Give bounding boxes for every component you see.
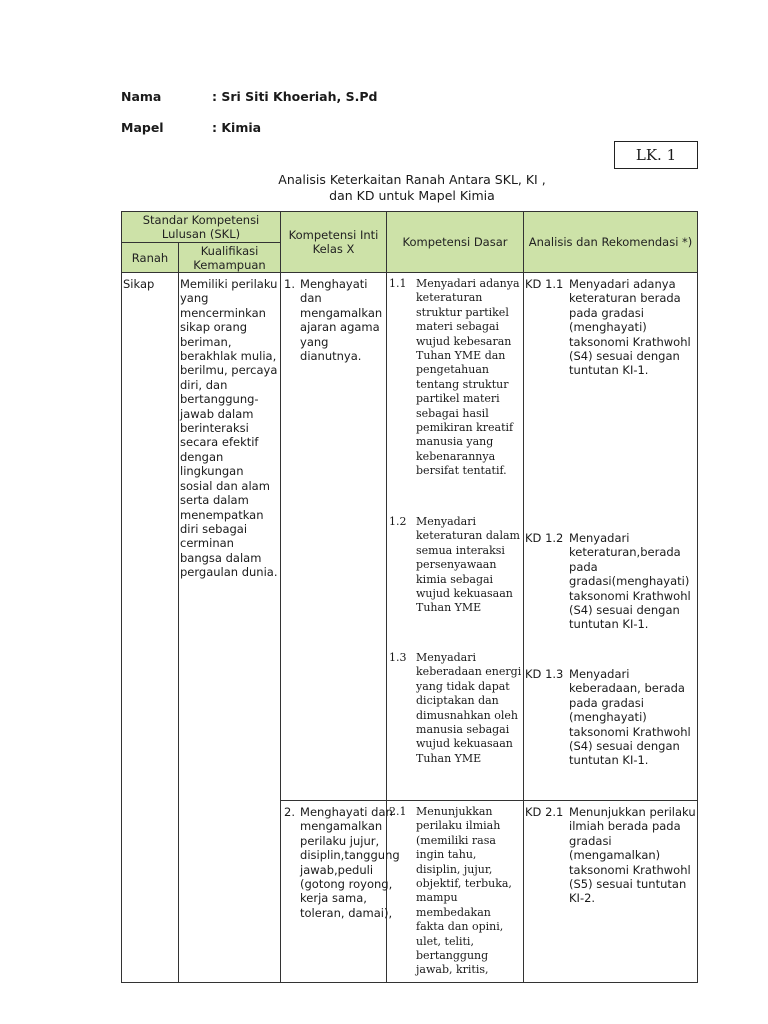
- kd-1-3-text: Menyadari keberadaan energi yang tidak dapat diciptakan dan dimusnahkan oleh manusia sebagai wujud kekuasaan Tuhan YME: [416, 651, 522, 765]
- ki-2-number: 2.: [284, 805, 295, 819]
- analisis-2-1-text: Menunjukkan perilaku ilmiah berada pada gradasi (mengamalkan) taksonomi Krathwohl (S5) sesuai tuntutan KI-2.: [569, 805, 696, 906]
- analisis-item-1-3: [525, 667, 697, 768]
- kd-1-3-number: 1.3: [389, 651, 407, 664]
- title-line-2: dan KD untuk Mapel Kimia: [329, 188, 495, 203]
- kd-1-2-text: Menyadari keteraturan dalam semua interaksi persenyawaan kimia sebagai wujud kekuasaan Tuhan YME: [416, 515, 520, 615]
- kd-2-1-number: 2.1: [389, 805, 407, 818]
- ki-1-text: Menghayati dan mengamalkan ajaran agama yang dianutnya.: [300, 277, 383, 364]
- ki-2-text: Menghayati dan mengamalkan perilaku jujur, disiplin,tanggung jawab,peduli (gotong royong, kerja sama, toleran, damai),: [300, 805, 400, 920]
- document-title: [200, 172, 624, 204]
- nama-value: : Sri Siti Khoeriah, S.Pd: [212, 89, 378, 104]
- mapel-value: : Kimia: [212, 120, 262, 135]
- analisis-1-1-number: KD 1.1: [525, 277, 564, 291]
- kd-1-1-text: Menyadari adanya keteraturan struktur partikel materi sebagai wujud kebesaran Tuhan YME dan pengetahuan tentang struktur partikel materi sebagai hasil pemikiran kreatif manusia yang kebenarannya bersifat tentatif.: [416, 277, 520, 478]
- title-line-1: Analisis Keterkaitan Ranah Antara SKL, KI ,: [278, 172, 546, 187]
- kd-item-1-1: [389, 277, 522, 515]
- kualifikasi-text: Memiliki perilaku yang mencerminkan sikap orang beriman, berakhlak mulia, berilmu, percaya diri, dan bertanggung-jawab dalam berinteraksi secara efektif dengan lingkungan sosial dan alam serta dalam menempatkan diri sebagai cerminan bangsa dalam pergaulan dunia.: [180, 277, 278, 580]
- analisis-1-3-text: Menyadari keberadaan, berada pada gradasi (menghayati) taksonomi Krathwohl (S4) sesuai dengan tuntutan KI-1.: [569, 667, 691, 768]
- cell-kd-2: [387, 801, 524, 983]
- ki-1-number: 1.: [284, 277, 295, 291]
- mapel-label: Mapel: [121, 120, 164, 135]
- lk-label: LK. 1: [635, 146, 677, 164]
- nama-label: Nama: [121, 89, 162, 104]
- kd-1-1-number: 1.1: [389, 277, 407, 290]
- cell-kd-1: [387, 273, 524, 801]
- kd-item-2-1: [389, 805, 522, 978]
- cell-ranah: [122, 273, 179, 983]
- lk-label-box: [614, 141, 698, 169]
- kd-2-1-text: Menunjukkan perilaku ilmiah (memiliki rasa ingin tahu, disiplin, jujur, objektif, terbuka, mampu membedakan fakta dan opini, ulet, teliti, bertanggung jawab, kritis,: [416, 805, 512, 977]
- analisis-1-1-text: Menyadari adanya keteraturan berada pada gradasi (menghayati) taksonomi Krathwohl (S4) sesuai dengan tuntutan KI-1.: [569, 277, 691, 378]
- cell-kualifikasi: [179, 273, 281, 983]
- analisis-1-2-text: Menyadari keteraturan,berada pada gradasi(menghayati) taksonomi Krathwohl (S4) sesuai dengan tuntutan KI-1.: [569, 531, 691, 632]
- analisis-item-1-1: [525, 277, 697, 531]
- analisis-1-2-number: KD 1.2: [525, 531, 564, 545]
- analisis-item-2-1: [525, 805, 697, 906]
- ki-item-1: [284, 277, 382, 363]
- header-skl: Standar Kompetensi Lulusan (SKL): [122, 212, 281, 243]
- header-analisis: Analisis dan Rekomendasi *): [524, 212, 698, 273]
- analisis-item-1-2: [525, 531, 697, 667]
- kd-1-2-number: 1.2: [389, 515, 407, 528]
- cell-analisis-1: [524, 273, 698, 801]
- kd-item-1-2: [389, 515, 522, 651]
- analisis-1-3-number: KD 1.3: [525, 667, 564, 681]
- header-kd: Kompetensi Dasar: [387, 212, 524, 273]
- header-ki: Kompetensi Inti Kelas X: [281, 212, 387, 273]
- header-kualifikasi: Kualifikasi Kemampuan: [179, 243, 281, 273]
- ranah-sikap: Sikap: [123, 277, 155, 291]
- header-ranah: Ranah: [122, 243, 179, 273]
- analysis-table: [121, 211, 698, 983]
- analisis-2-1-number: KD 2.1: [525, 805, 564, 819]
- cell-ki-1: [281, 273, 387, 801]
- cell-analisis-2: [524, 801, 698, 983]
- kd-item-1-3: [389, 651, 522, 766]
